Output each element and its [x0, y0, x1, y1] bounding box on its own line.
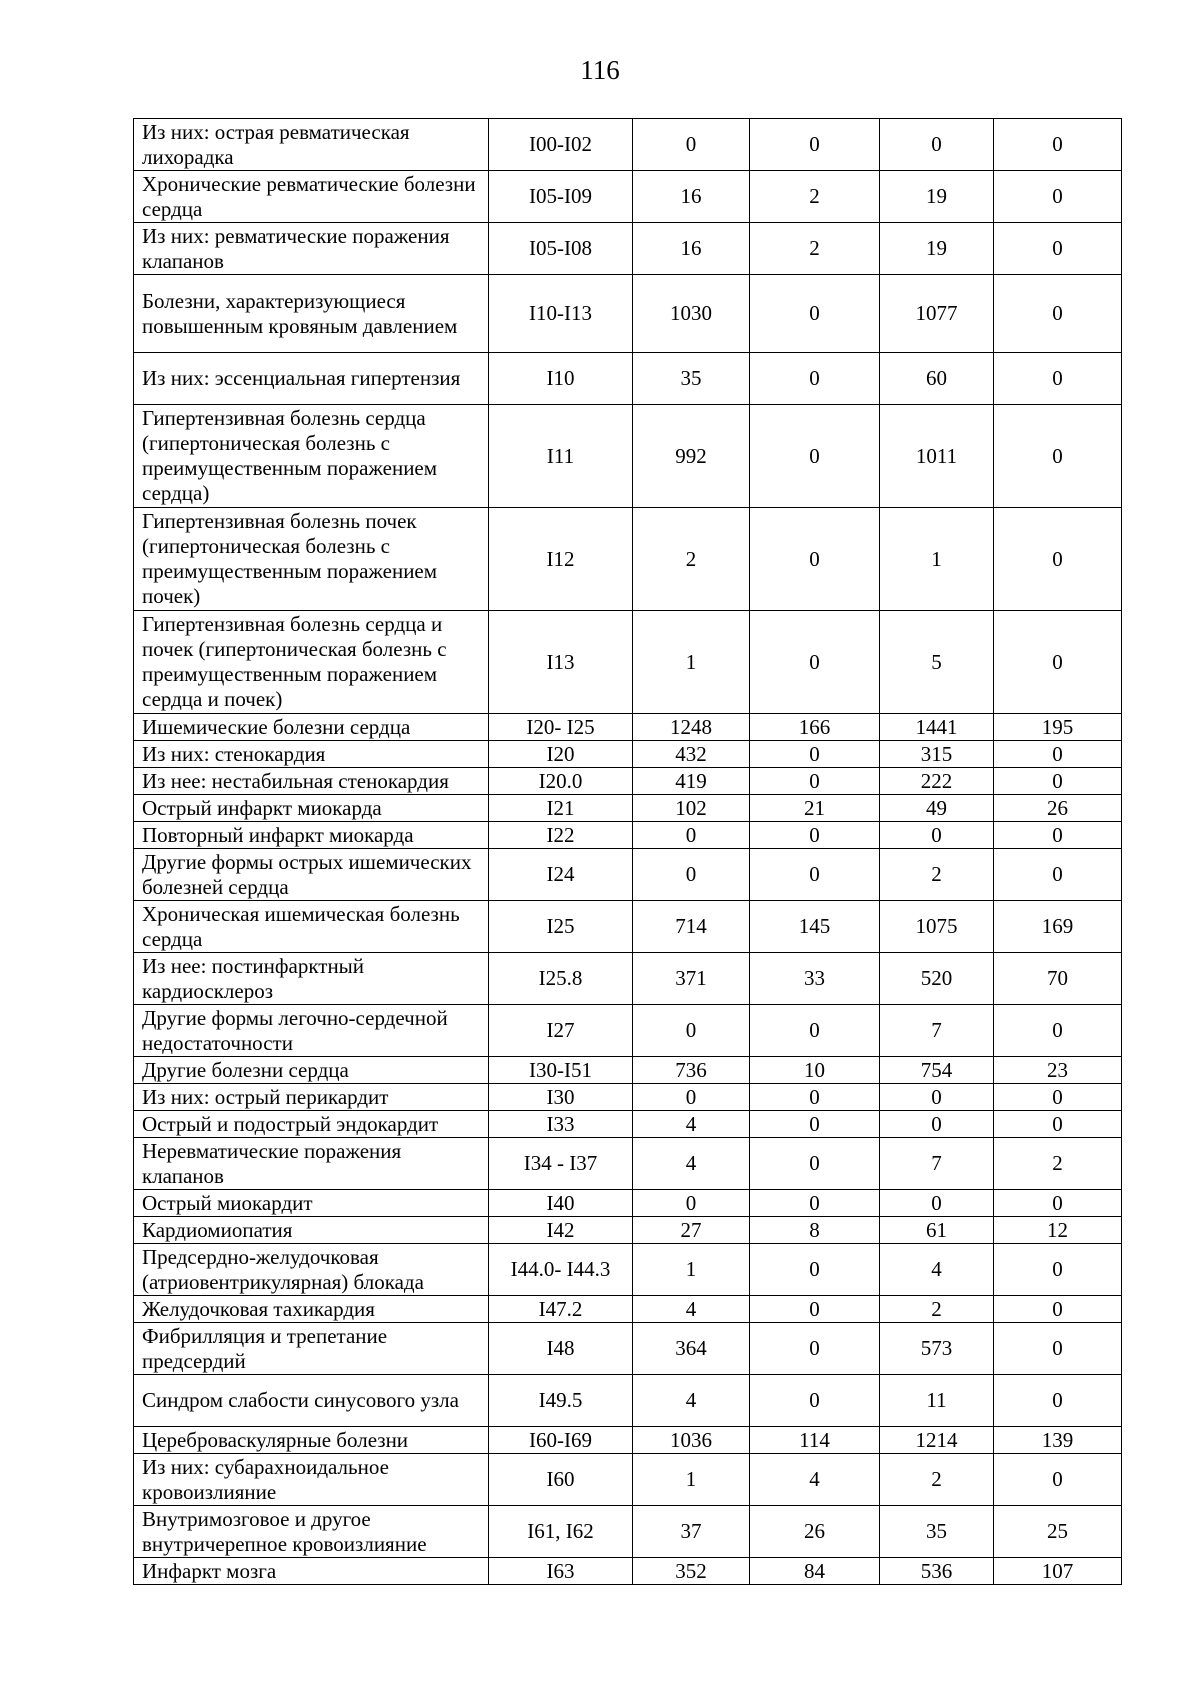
value-cell-2: 0: [750, 1323, 880, 1375]
icd-code-cell: I49.5: [489, 1375, 633, 1427]
icd-code-cell: I48: [489, 1323, 633, 1375]
value-cell-3: 0: [880, 1111, 994, 1138]
table-row: [134, 1244, 1122, 1296]
icd-code-cell: I10-I13: [489, 275, 633, 353]
icd-code-cell: I05-I09: [489, 171, 633, 223]
icd-code-cell: I27: [489, 1005, 633, 1057]
disease-name-cell: Хронические ревматические болезни сердца: [134, 171, 489, 223]
value-cell-1: 2: [633, 508, 750, 611]
table-row: [134, 1138, 1122, 1190]
icd-code-cell: I60: [489, 1454, 633, 1506]
value-cell-2: 0: [750, 119, 880, 171]
value-cell-3: 1011: [880, 405, 994, 508]
value-cell-3: 7: [880, 1138, 994, 1190]
table-row: [134, 953, 1122, 1005]
value-cell-1: 371: [633, 953, 750, 1005]
value-cell-3: 4: [880, 1244, 994, 1296]
value-cell-3: 61: [880, 1217, 994, 1244]
value-cell-3: 7: [880, 1005, 994, 1057]
disease-name-cell: Предсердно-желудочковая (атриовентрикулярная) блокада: [134, 1244, 489, 1296]
icd-code-cell: I20: [489, 741, 633, 768]
value-cell-1: 432: [633, 741, 750, 768]
disease-name-cell: Из них: субарахноидальное кровоизлияние: [134, 1454, 489, 1506]
value-cell-3: 573: [880, 1323, 994, 1375]
value-cell-1: 16: [633, 171, 750, 223]
value-cell-4: 139: [994, 1427, 1122, 1454]
table-row: [134, 353, 1122, 405]
disease-name-cell: Другие формы легочно-сердечной недостаточности: [134, 1005, 489, 1057]
disease-name-cell: Гипертензивная болезнь почек (гипертоническая болезнь с преимущественным поражением почек): [134, 508, 489, 611]
icd-code-cell: I60-I69: [489, 1427, 633, 1454]
value-cell-3: 2: [880, 1454, 994, 1506]
value-cell-3: 60: [880, 353, 994, 405]
disease-name-cell: Повторный инфаркт миокарда: [134, 822, 489, 849]
table-row: [134, 1558, 1122, 1585]
value-cell-1: 0: [633, 119, 750, 171]
value-cell-4: 0: [994, 1244, 1122, 1296]
value-cell-1: 1030: [633, 275, 750, 353]
value-cell-1: 1: [633, 1454, 750, 1506]
table-row: [134, 1506, 1122, 1558]
value-cell-1: 1: [633, 1244, 750, 1296]
table-row: [134, 1323, 1122, 1375]
value-cell-4: 0: [994, 1375, 1122, 1427]
value-cell-4: 26: [994, 795, 1122, 822]
value-cell-2: 0: [750, 1111, 880, 1138]
disease-name-cell: Другие формы острых ишемических болезней сердца: [134, 849, 489, 901]
table-row: [134, 611, 1122, 714]
table-row: [134, 1375, 1122, 1427]
value-cell-1: 992: [633, 405, 750, 508]
value-cell-2: 33: [750, 953, 880, 1005]
value-cell-2: 8: [750, 1217, 880, 1244]
value-cell-2: 0: [750, 849, 880, 901]
icd-code-cell: I61, I62: [489, 1506, 633, 1558]
table-row: [134, 1217, 1122, 1244]
icd-code-cell: I20.0: [489, 768, 633, 795]
value-cell-2: 10: [750, 1057, 880, 1084]
value-cell-3: 1075: [880, 901, 994, 953]
value-cell-1: 0: [633, 1190, 750, 1217]
value-cell-3: 1214: [880, 1427, 994, 1454]
table-row: [134, 1296, 1122, 1323]
disease-name-cell: Желудочковая тахикардия: [134, 1296, 489, 1323]
icd-code-cell: I21: [489, 795, 633, 822]
icd-code-cell: I00-I02: [489, 119, 633, 171]
value-cell-2: 0: [750, 1244, 880, 1296]
value-cell-3: 2: [880, 1296, 994, 1323]
value-cell-3: 536: [880, 1558, 994, 1585]
disease-name-cell: Острый и подострый эндокардит: [134, 1111, 489, 1138]
value-cell-1: 4: [633, 1111, 750, 1138]
value-cell-4: 12: [994, 1217, 1122, 1244]
value-cell-2: 0: [750, 1190, 880, 1217]
disease-name-cell: Неревматические поражения клапанов: [134, 1138, 489, 1190]
value-cell-1: 102: [633, 795, 750, 822]
value-cell-4: 169: [994, 901, 1122, 953]
value-cell-2: 26: [750, 1506, 880, 1558]
disease-name-cell: Гипертензивная болезнь сердца и почек (гипертоническая болезнь с преимущественным поражением сердца и почек): [134, 611, 489, 714]
table-row: [134, 849, 1122, 901]
value-cell-4: 25: [994, 1506, 1122, 1558]
statistics-table: [133, 118, 1122, 1585]
value-cell-1: 4: [633, 1138, 750, 1190]
value-cell-3: 2: [880, 849, 994, 901]
value-cell-1: 364: [633, 1323, 750, 1375]
disease-name-cell: Хроническая ишемическая болезнь сердца: [134, 901, 489, 953]
icd-code-cell: I47.2: [489, 1296, 633, 1323]
value-cell-2: 0: [750, 1084, 880, 1111]
disease-name-cell: Гипертензивная болезнь сердца (гипертоническая болезнь с преимущественным поражением сердца): [134, 405, 489, 508]
table-row: [134, 171, 1122, 223]
value-cell-2: 21: [750, 795, 880, 822]
value-cell-3: 5: [880, 611, 994, 714]
icd-code-cell: I44.0- I44.3: [489, 1244, 633, 1296]
value-cell-4: 0: [994, 1296, 1122, 1323]
value-cell-3: 19: [880, 171, 994, 223]
value-cell-4: 0: [994, 849, 1122, 901]
value-cell-3: 19: [880, 223, 994, 275]
icd-code-cell: I12: [489, 508, 633, 611]
value-cell-2: 0: [750, 353, 880, 405]
value-cell-3: 11: [880, 1375, 994, 1427]
table-row: [134, 1084, 1122, 1111]
value-cell-4: 0: [994, 1084, 1122, 1111]
value-cell-4: 0: [994, 1323, 1122, 1375]
value-cell-4: 107: [994, 1558, 1122, 1585]
value-cell-1: 0: [633, 822, 750, 849]
table-row: [134, 795, 1122, 822]
value-cell-2: 114: [750, 1427, 880, 1454]
value-cell-2: 0: [750, 1296, 880, 1323]
disease-name-cell: Острый инфаркт миокарда: [134, 795, 489, 822]
icd-code-cell: I63: [489, 1558, 633, 1585]
value-cell-2: 0: [750, 768, 880, 795]
value-cell-4: 0: [994, 611, 1122, 714]
value-cell-4: 0: [994, 1190, 1122, 1217]
disease-name-cell: Другие болезни сердца: [134, 1057, 489, 1084]
table-row: [134, 1427, 1122, 1454]
value-cell-4: 0: [994, 768, 1122, 795]
icd-code-cell: I40: [489, 1190, 633, 1217]
value-cell-4: 0: [994, 405, 1122, 508]
icd-code-cell: I24: [489, 849, 633, 901]
value-cell-2: 4: [750, 1454, 880, 1506]
value-cell-1: 35: [633, 353, 750, 405]
value-cell-4: 70: [994, 953, 1122, 1005]
value-cell-1: 0: [633, 1084, 750, 1111]
icd-code-cell: I20- I25: [489, 714, 633, 741]
value-cell-3: 0: [880, 1084, 994, 1111]
icd-code-cell: I11: [489, 405, 633, 508]
icd-code-cell: I33: [489, 1111, 633, 1138]
value-cell-3: 1: [880, 508, 994, 611]
value-cell-2: 0: [750, 1138, 880, 1190]
table-row: [134, 1190, 1122, 1217]
value-cell-3: 222: [880, 768, 994, 795]
value-cell-3: 0: [880, 1190, 994, 1217]
disease-name-cell: Инфаркт мозга: [134, 1558, 489, 1585]
table-row: [134, 1005, 1122, 1057]
value-cell-3: 49: [880, 795, 994, 822]
icd-code-cell: I25: [489, 901, 633, 953]
value-cell-2: 2: [750, 223, 880, 275]
value-cell-3: 754: [880, 1057, 994, 1084]
icd-code-cell: I42: [489, 1217, 633, 1244]
icd-code-cell: I13: [489, 611, 633, 714]
value-cell-4: 23: [994, 1057, 1122, 1084]
value-cell-1: 352: [633, 1558, 750, 1585]
table-body: [134, 119, 1122, 1585]
disease-name-cell: Из нее: нестабильная стенокардия: [134, 768, 489, 795]
value-cell-2: 0: [750, 1005, 880, 1057]
disease-name-cell: Цереброваскулярные болезни: [134, 1427, 489, 1454]
value-cell-1: 16: [633, 223, 750, 275]
disease-name-cell: Из них: эссенциальная гипертензия: [134, 353, 489, 405]
value-cell-4: 0: [994, 119, 1122, 171]
value-cell-2: 0: [750, 405, 880, 508]
table-row: [134, 1454, 1122, 1506]
page-number: 116: [580, 55, 620, 85]
table-row: [134, 223, 1122, 275]
value-cell-4: 2: [994, 1138, 1122, 1190]
value-cell-4: 0: [994, 353, 1122, 405]
disease-name-cell: Из них: стенокардия: [134, 741, 489, 768]
value-cell-3: 1441: [880, 714, 994, 741]
value-cell-1: 419: [633, 768, 750, 795]
table-row: [134, 275, 1122, 353]
value-cell-4: 0: [994, 508, 1122, 611]
value-cell-1: 37: [633, 1506, 750, 1558]
value-cell-2: 0: [750, 741, 880, 768]
value-cell-4: 0: [994, 171, 1122, 223]
disease-name-cell: Синдром слабости синусового узла: [134, 1375, 489, 1427]
disease-name-cell: Кардиомиопатия: [134, 1217, 489, 1244]
icd-code-cell: I30: [489, 1084, 633, 1111]
value-cell-2: 0: [750, 275, 880, 353]
table-row: [134, 508, 1122, 611]
icd-code-cell: I25.8: [489, 953, 633, 1005]
value-cell-2: 84: [750, 1558, 880, 1585]
value-cell-4: 0: [994, 223, 1122, 275]
icd-code-cell: I05-I08: [489, 223, 633, 275]
value-cell-3: 0: [880, 822, 994, 849]
disease-name-cell: Ишемические болезни сердца: [134, 714, 489, 741]
table-row: [134, 901, 1122, 953]
value-cell-4: 195: [994, 714, 1122, 741]
table-row: [134, 1111, 1122, 1138]
table-row: [134, 119, 1122, 171]
value-cell-1: 0: [633, 849, 750, 901]
value-cell-3: 0: [880, 119, 994, 171]
disease-name-cell: Из нее: постинфарктный кардиосклероз: [134, 953, 489, 1005]
disease-name-cell: Фибрилляция и трепетание предсердий: [134, 1323, 489, 1375]
value-cell-1: 4: [633, 1296, 750, 1323]
value-cell-2: 166: [750, 714, 880, 741]
value-cell-2: 145: [750, 901, 880, 953]
value-cell-1: 4: [633, 1375, 750, 1427]
icd-code-cell: I10: [489, 353, 633, 405]
value-cell-4: 0: [994, 1005, 1122, 1057]
value-cell-1: 1248: [633, 714, 750, 741]
table-row: [134, 768, 1122, 795]
value-cell-4: 0: [994, 1111, 1122, 1138]
table-row: [134, 714, 1122, 741]
value-cell-1: 0: [633, 1005, 750, 1057]
value-cell-2: 0: [750, 611, 880, 714]
icd-code-cell: I22: [489, 822, 633, 849]
value-cell-3: 315: [880, 741, 994, 768]
value-cell-4: 0: [994, 275, 1122, 353]
value-cell-1: 1: [633, 611, 750, 714]
value-cell-4: 0: [994, 1454, 1122, 1506]
value-cell-4: 0: [994, 741, 1122, 768]
disease-name-cell: Болезни, характеризующиеся повышенным кровяным давлением: [134, 275, 489, 353]
value-cell-1: 1036: [633, 1427, 750, 1454]
value-cell-3: 520: [880, 953, 994, 1005]
disease-name-cell: Из них: острый перикардит: [134, 1084, 489, 1111]
value-cell-2: 2: [750, 171, 880, 223]
value-cell-2: 0: [750, 822, 880, 849]
value-cell-4: 0: [994, 822, 1122, 849]
disease-name-cell: Острый миокардит: [134, 1190, 489, 1217]
value-cell-2: 0: [750, 1375, 880, 1427]
value-cell-1: 736: [633, 1057, 750, 1084]
table-row: [134, 1057, 1122, 1084]
value-cell-3: 35: [880, 1506, 994, 1558]
icd-code-cell: I34 - I37: [489, 1138, 633, 1190]
value-cell-1: 27: [633, 1217, 750, 1244]
disease-name-cell: Из них: ревматические поражения клапанов: [134, 223, 489, 275]
table-row: [134, 822, 1122, 849]
value-cell-1: 714: [633, 901, 750, 953]
icd-code-cell: I30-I51: [489, 1057, 633, 1084]
table-row: [134, 405, 1122, 508]
value-cell-2: 0: [750, 508, 880, 611]
value-cell-3: 1077: [880, 275, 994, 353]
disease-name-cell: Из них: острая ревматическая лихорадка: [134, 119, 489, 171]
table-row: [134, 741, 1122, 768]
disease-name-cell: Внутримозговое и другое внутричерепное кровоизлияние: [134, 1506, 489, 1558]
